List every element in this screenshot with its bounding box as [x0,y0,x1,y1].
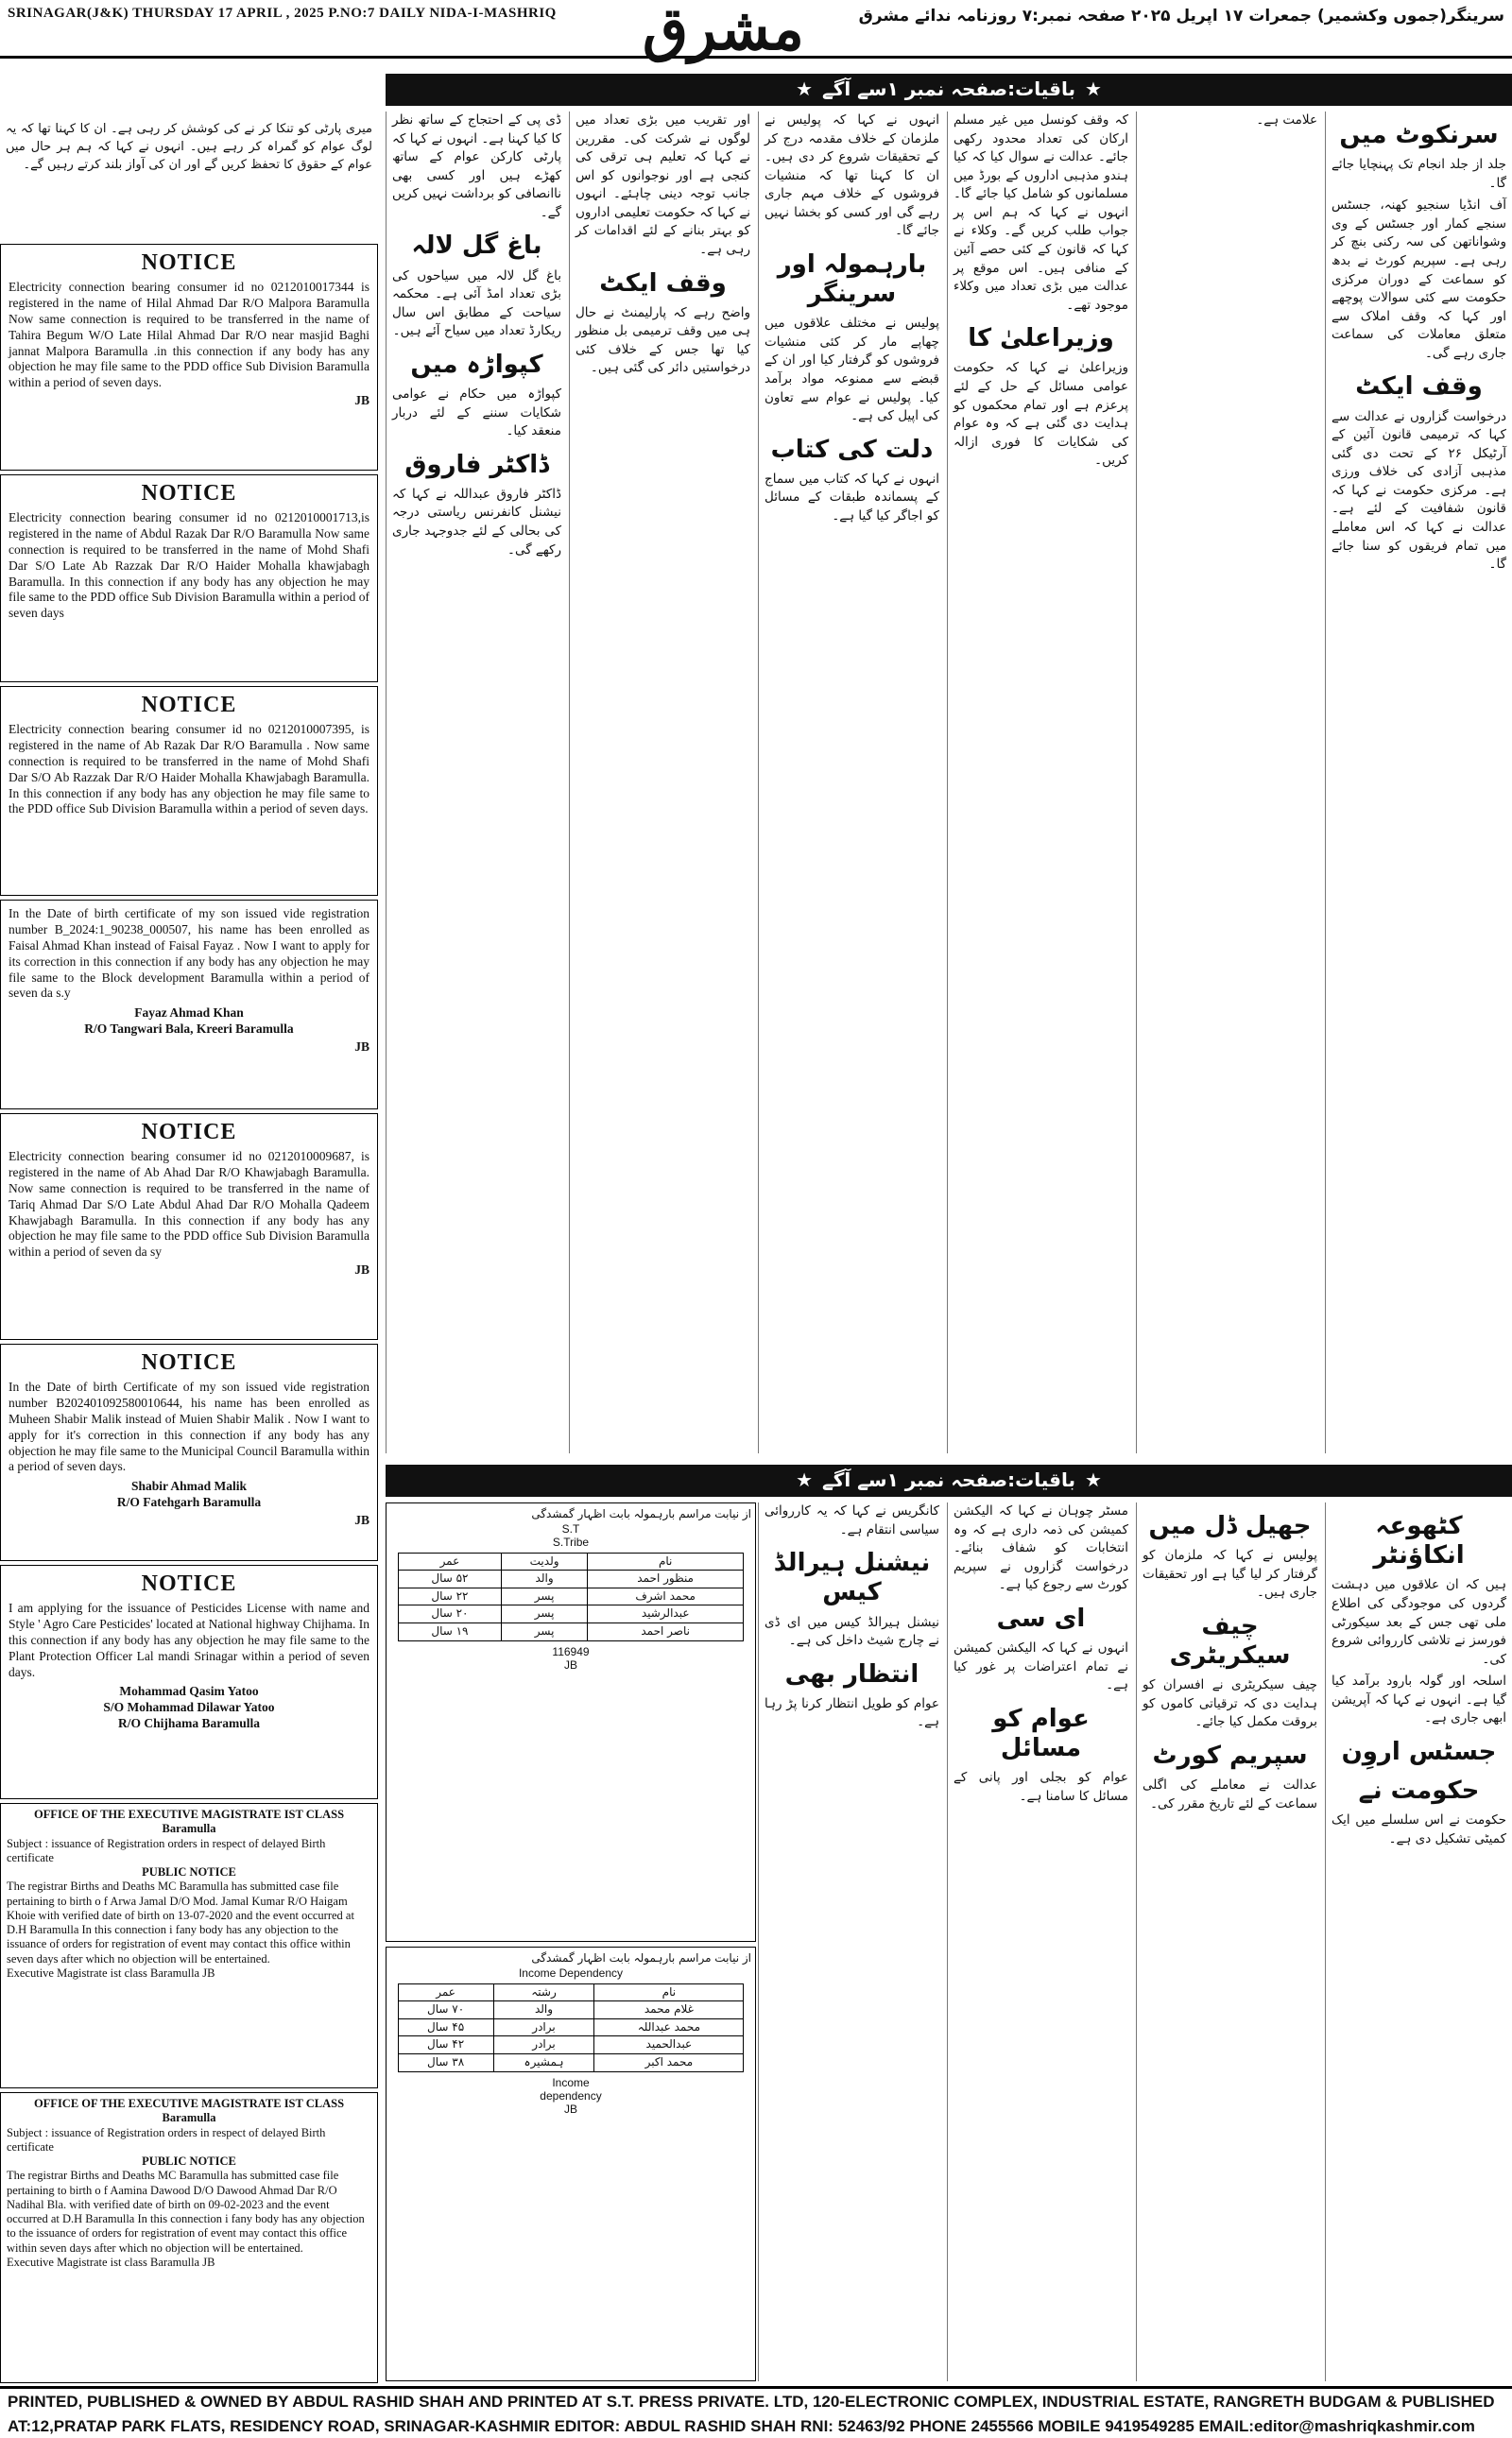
urdu-headline: عوام کو مسائل [992,1704,1090,1762]
urdu-paragraph: انہوں نے کہا کہ کتاب میں سماج کے پسماندہ طبقات کے مسائل کو اجاگر کیا گیا ہے۔ [765,471,939,524]
table-cell: عمر [398,1983,493,2001]
urdu-paragraph: آف انڈیا سنجیو کھنہ، جسٹس سنجے کمار اور جسٹس کے وی وشواناتھن کی سہ رکنی بنچ کر رہی ہے۔ سپریم کورٹ نے بدھ کو سماعت کے دوران مرکزی حکومت سے کئی سوالات پوچھے اور کہا کہ وقف املاک سے متعلق معاملات کی سماعت جاری رہے گی۔ [1332,197,1506,361]
urdu-paragraph: عوام کو طویل انتظار کرنا پڑ رہا ہے۔ [765,1695,939,1730]
table-cell: ۲۰ سال [398,1605,502,1623]
table-cell: عبدالحمید [594,2036,744,2054]
table-cell: محمد عبداللہ [594,2018,744,2036]
table-row [398,1571,744,1588]
urdu-headline: نیشنل ہیرالڈ کیس [773,1549,931,1607]
urdu-paragraph: پولیس نے مختلف علاقوں میں چھاپے مار کر کئی منشیات فروشوں کو گرفتار کیا اور ان کے قبضے سے ممنوعہ مواد برآمد کیا۔ پولیس نے عوام سے تعاون کی اپیل کی ہے۔ [765,316,939,424]
notice-3 [0,686,378,896]
urdu-column-1 [1325,112,1512,1453]
urdu-paragraph: نیشنل ہیرالڈ کیس میں ای ڈی نے چارج شیٹ داخل کی ہے۔ [765,1614,939,1649]
urdu-bottom-column-2 [1136,1502,1323,2381]
urdu-headline: دلت کی کتاب [770,435,934,464]
left-urdu-snippet [0,74,378,239]
urdu-paragraph: اور تقریب میں بڑی تعداد میں لوگوں نے شرکت کی۔ مقررین نے کہا کہ تعلیم ہی ترقی کی کنجی ہے اور نوجوانوں کو اس جانب توجہ دینی چاہئے۔ انہوں نے کہا کہ حکومت تعلیمی اداروں کو بہتر بنانے کے لئے اقدامات کر رہی ہے۔ [576,112,750,257]
table-cell: برادر [493,2018,594,2036]
imprint-footer [0,2386,1512,2438]
table-cell: ہمشیرہ [493,2053,594,2071]
notice-body: I am applying for the issuance of Pesticides License with name and Style ' Agro Care Pesticides' located at National highway Chijhama. In this connection if any body has any objection he may file same to the Plant Protection Officer Lal mandi Srinagar within a period of seven days. [9,1601,369,1679]
notice-title: NOTICE [141,1350,237,1375]
notice-body: In the Date of birth certificate of my son issued vide registration number B_2024:1_90238_000507, his name has been enrolled as Faisal Ahmad Khan instead of Faisal Fayaz . Now I want to apply for its correction in this connection if any body has any objection he may file same to the Block development Baramulla within a period of seven da s.y [9,906,369,1001]
urdu-headline: جھیل ڈل میں [1148,1512,1312,1540]
banner-text: باقیات:صفحہ نمبر ۱سے آگے [822,1468,1075,1491]
notice-jb: JB [354,1513,369,1527]
notice-5 [0,1113,378,1340]
table-row [398,2001,744,2019]
urdu-headline: وزیراعلیٰ کا [968,324,1114,353]
urdu-paragraph: کہ وقف کونسل میں غیر مسلم ارکان کی تعداد محدود رکھی جائے۔ عدالت نے سوال کیا کہ کیا ہندو مذہبی اداروں کے بورڈ میں مسلمانوں کو شامل کیا جائے گا۔ انہوں نے کہا کہ ہم اس پر جواب طلب کریں گے۔ وکلاء نے کہا کہ قانون کے کئی حصے آئین کے منافی ہیں۔ اس موقع پر عدالت میں بڑی تعداد میں وکلاء موجود تھے۔ [954,112,1128,313]
masthead-urdu: سرینگر(جموں وکشمیر) جمعرات ۱۷ اپریل ۲۰۲۵ صفحہ نمبر:۷ روزنامہ ندائے مشرق [858,7,1504,26]
magistrate-title: OFFICE OF THE EXECUTIVE MAGISTRATE IST CLASS Baramulla [33,1808,345,1836]
urdu-paragraph: ہیں کہ ان علاقوں میں دہشت گردوں کی موجودگی کی اطلاع ملی تھی جس کے بعد سیکورٹی فورسز نے تلاشی کارروائی شروع کی۔ [1332,1577,1506,1667]
ad-jb: JB [563,2102,577,2116]
notice-jb: JB [354,1039,369,1054]
urdu-paragraph: عوام کو بجلی اور پانی کے مسائل کا سامنا ہے۔ [954,1770,1128,1804]
table-row [398,1622,744,1640]
table-cell: ۵۲ سال [398,1571,502,1588]
table-cell: نام [594,1983,744,2001]
urdu-bottom-column-4 [758,1502,945,2381]
urdu-headline: جسٹس اروِن [1341,1737,1497,1766]
notice-jb: JB [354,393,369,408]
ad-jb: JB [563,1657,577,1672]
notice-body: In the Date of birth Certificate of my son issued vide registration number B202401092580010644, his name has been enrolled as Muheen Shabir Malik instead of Muien Shabir Malik . Now I want to apply for it's correction in this connection if any body has any objection he may file same to the Municipal Council Baramulla within a period of seven days. [9,1380,369,1474]
urdu-headline: وقف ایکٹ [599,268,727,298]
public-notice-label: PUBLIC NOTICE [142,1865,236,1879]
magistrate-body: The registrar Births and Deaths MC Baramulla has submitted case file pertaining to birth o f Aamina Dawood D/O Dawood Ahmad Dar R/O Nadihal Bla. with verified date of birth on 09-02-2023 and the event occurred at D.H Baramulla In this connection i fany body has any objection to the issuance of orders for registration of event may contact this office within seven days after which no objection will be entertained. [7,2169,365,2255]
table-cell: پسر [502,1622,588,1640]
star-icon: ★ [796,1468,814,1491]
public-notice-label: PUBLIC NOTICE [142,2155,236,2168]
masthead [0,0,1512,63]
table-cell: منظور احمد [587,1571,743,1588]
table-row [398,1605,744,1623]
urdu-headline: انتظار بھی [784,1659,919,1689]
notice-7 [0,1565,378,1799]
urdu-column-3 [947,112,1134,1453]
masthead-english: SRINAGAR(J&K) THURSDAY 17 APRIL , 2025 P.NO:7 DAILY NIDA-I-MASHRIQ [8,6,557,21]
urdu-bottom-column-1 [1325,1502,1512,2381]
urdu-paragraph: وزیراعلیٰ نے کہا کہ حکومت عوامی مسائل کے حل کے لئے پرعزم ہے اور تمام محکموں کو ہدایت دی گئی ہے کہ وہ عوام کی شکایات کا فوری ازالہ کریں۔ [954,360,1128,469]
urdu-paragraph: علامت ہے۔ [1256,112,1317,128]
urdu-headline: وقف ایکٹ [1355,372,1483,402]
urdu-paragraph: پولیس نے کہا کہ ملزمان کو گرفتار کر لیا گیا ہے اور تحقیقات جاری ہیں۔ [1143,1548,1317,1601]
magistrate-notice-1 [0,1803,378,2088]
urdu-column-5 [569,112,756,1453]
urdu-paragraph: عدالت نے معاملے کی اگلی سماعت کے لئے تاریخ مقرر کی۔ [1143,1777,1317,1811]
star-icon: ★ [1084,1468,1102,1491]
ad-heading: از نیابت مراسم بارہمولہ بابت اظہار گمشدگی [531,1507,751,1520]
notice-body: Electricity connection bearing consumer id no 0212010009687, is registered in the name of Ab Ahad Dar R/O Khawjabagh Baramulla. Now same connection is required to be transferred in the name of Tariq Ahmad Dar S/O Late Abdul Ahad Dar R/O Mohalla Qadeem Khawjabagh Baramulla. In this connection if any body has any objection he may file same to the PDD office Sub Division Baramulla within a period of seven da sy [9,1149,369,1260]
legal-ad-2 [386,1947,756,2381]
legal-ad-1 [386,1502,756,1942]
urdu-paragraph: درخواست گزاروں نے عدالت سے کہا کہ ترمیمی قانون آئین کے آرٹیکل ۲۶ کے تحت دی گئی مذہبی آزادی کی خلاف ورزی ہے۔ مرکزی حکومت نے کہا کہ قانون شفافیت کے لئے ہے۔ عدالت نے کہا کہ اس معاملے میں تمام فریقوں کو سنا جائے گا۔ [1332,408,1506,573]
table-row [398,2053,744,2071]
urdu-paragraph: اسلحہ اور گولہ بارود برآمد کیا گیا ہے۔ انہوں نے کہا کہ آپریشن ابھی جاری ہے۔ [1332,1674,1506,1726]
urdu-headline: چیف سیکریٹری [1169,1611,1291,1671]
table-cell: ۳۸ سال [398,2053,493,2071]
notice-jb: JB [354,1262,369,1278]
notice-2 [0,474,378,682]
notice-title: NOTICE [141,250,237,275]
urdu-headline: کپواڑہ میں [410,350,543,379]
urdu-headline: سرنکوٹ میں [1339,121,1499,149]
table-cell: ولدیت [502,1553,588,1571]
notice-body: Electricity connection bearing consumer id no 0212010001713,is registered in the name of Abdul Razak Dar R/O Baramulla Now same connection is required to be transferred in the name of Mohd Shafi Dar S/O Late Ab Razzak Dar R/O Haider Mohalla khawjabagh Baramulla. In this connection if any body has any objection he may file same to the PDD office Sub Division Baramulla within a period of seven days [9,510,369,621]
notice-title: NOTICE [141,693,237,717]
magistrate-notice-2 [0,2092,378,2383]
table-row [398,1588,744,1605]
urdu-paragraph: ڈی پی کے احتجاج کے ساتھ نظر کا کیا کہنا ہے۔ انہوں نے کہا کہ پارٹی کارکن عوام کے ساتھ کھڑے ہیں اور کسی بھی ناانصافی کو برداشت نہیں کریں گے۔ [392,112,561,220]
urdu-paragraph: انہوں نے کہا کہ پولیس نے ملزمان کے خلاف مقدمہ درج کر کے تحقیقات شروع کر دی ہیں۔ ان کا کہنا تھا کہ منشیات فروشوں کے خلاف مہم جاری رہے گی اور کسی کو بخشا نہیں جائے گا۔ [765,112,939,239]
table-cell: ۱۹ سال [398,1622,502,1640]
table-cell: پسر [502,1588,588,1605]
ad-table [398,1553,745,1641]
notice-title: NOTICE [141,481,237,506]
ad-number: 116949 [552,1644,590,1658]
notice-signature: Shabir Ahmad Malik R/O Fatehgarh Baramulla [116,1479,262,1510]
urdu-paragraph: جلد از جلد انجام تک پہنچایا جائے گا۔ [1332,157,1506,191]
table-cell: پسر [502,1605,588,1623]
table-cell: غلام محمد [594,2001,744,2019]
urdu-paragraph: کانگریس نے کہا کہ یہ کارروائی سیاسی انتقام ہے۔ [765,1503,939,1537]
notice-body: Electricity connection bearing consumer id no 0212010007395, is registered in the name of Ab Razak Dar R/O Baramulla . Now same connection is required to be transferred in the name of Mohd Shafi Dar S/O Ab Razzak Dar R/O Haider Mohalla Khawjabagh Baramulla. In this connection if any body has any objection he may file same to the PDD office Sub Division Baramulla within a period of seven days. [9,722,369,816]
table-cell: رشتہ [493,1983,594,2001]
notice-1 [0,244,378,471]
star-icon: ★ [796,77,814,100]
table-cell: عبدالرشید [587,1605,743,1623]
table-cell: محمد اکبر [594,2053,744,2071]
ad-label: dependency [540,2088,602,2103]
banner-text: باقیات:صفحہ نمبر ۱سے آگے [822,77,1075,100]
urdu-paragraph: باغ گل لالہ میں سیاحوں کی بڑی تعداد امڈ آئی ہے۔ محکمہ سیاحت کے مطابق اس سال ریکارڈ تعداد میں سیاح آئے ہیں۔ [392,267,561,339]
ad-label: Income [552,2075,590,2089]
notice-title: NOTICE [141,1120,237,1144]
urdu-column-2 [1136,112,1323,1453]
urdu-column-4 [758,112,945,1453]
magistrate-title: OFFICE OF THE EXECUTIVE MAGISTRATE IST CLASS Baramulla [33,2097,345,2125]
table-cell: ۷۰ سال [398,2001,493,2019]
notice-body: Electricity connection bearing consumer id no 0212010017344 is registered in the name of Hilal Ahmad Dar R/O Malpora Baramulla Now same connection is required to be transferred in the name of Tahira Begum W/O Late Hilal Ahmad Dar R/O near masjid Baghi jannat Malpora Baramulla .in this connection if any body has any objection he may file same to the PDD office Sub Division Baramulla within a period of seven days. [9,280,369,390]
urdu-paragraph: حکومت نے اس سلسلے میں ایک کمیٹی تشکیل دی ہے۔ [1332,1812,1506,1846]
table-cell: والد [493,2001,594,2019]
table-cell: ۲۲ سال [398,1588,502,1605]
table-cell: ناصر احمد [587,1622,743,1640]
urdu-headline: سپریم کورٹ [1152,1741,1308,1770]
magistrate-footer: Executive Magistrate ist class Baramulla JB [7,1966,215,1980]
table-cell: نام [587,1553,743,1571]
magistrate-footer: Executive Magistrate ist class Baramulla JB [7,2255,215,2269]
ad-label: S.T [561,1521,580,1536]
continuation-banner-top [386,74,1512,106]
urdu-bottom-column-3 [947,1502,1134,2381]
notice-title: NOTICE [141,1571,237,1596]
table-cell: عمر [398,1553,502,1571]
urdu-headline: کٹھوعہ انکاؤنٹر [1373,1512,1465,1571]
magistrate-body: The registrar Births and Deaths MC Baramulla has submitted case file pertaining to birth o f Arwa Jamal D/O Mod. Jamal Kumar R/O Haigam Khoie with verified date of birth on 13-07-2020 and the event occurred at D.H Baramulla In this connection i fany body has any objection to the issuance of orders for registration of event may contact this office within seven days after which no objection will be entertained. [7,1880,354,1966]
newspaper-logo: مشرق [643,0,804,63]
notice-signature: Mohammad Qasim Yatoo S/O Mohammad Dilawar Yatoo R/O Chijhama Baramulla [103,1684,275,1731]
table-cell: برادر [493,2036,594,2054]
table-row [398,1553,744,1571]
notice-4 [0,900,378,1109]
table-row [398,2018,744,2036]
urdu-paragraph: ڈاکٹر فاروق عبداللہ نے کہا کہ نیشنل کانفرنس ریاستی درجہ کی بحالی کے لئے جدوجہد جاری رکھے گی۔ [392,486,561,558]
ad-label: Income Dependency [518,1966,624,1980]
notice-signature: Fayaz Ahmad Khan R/O Tangwari Bala, Kreeri Baramulla [84,1005,294,1037]
imprint-line-1: PRINTED, PUBLISHED & OWNED BY ABDUL RASHID SHAH AND PRINTED AT S.T. PRESS PRIVATE. LTD, 120-ELECTRONIC COMPLEX, INDUSTRIAL ESTATE, RANGRETH BUDGAM & PUBLISHED [8,2393,1495,2411]
ad-table [398,1983,745,2072]
table-cell: ۴۲ سال [398,2036,493,2054]
urdu-headline: حکومت نے [1358,1777,1480,1806]
urdu-headline: ای سی [996,1604,1086,1633]
urdu-paragraph: واضح رہے کہ پارلیمنٹ نے حال ہی میں وقف ترمیمی بل منظور کیا تھا جس کے خلاف کئی درخواستیں دائر کی گئی ہیں۔ [576,304,750,376]
continuation-banner-mid [386,1465,1512,1497]
urdu-paragraph: میری پارٹی کو تنکا کر نے کی کوشش کر رہی ہے۔ ان کا کہنا تھا کہ یہ لوگ عوام کو گمراہ کر رہے ہیں۔ انہوں نے کہا کہ ہم ہر حال میں عوام کے حقوق کا تحفظ کریں گے اور ان کی آواز بلند کرتے رہیں گے۔ [6,122,372,172]
notice-6 [0,1344,378,1561]
imprint-line-2: AT:12,PRATAP PARK FLATS, RESIDENCY ROAD, SRINAGAR-KASHMIR EDITOR: ABDUL RASHID SHAH RNI: 52463/92 PHONE 2455566 MOBILE 9419549285 EMAIL:editor@mashriqkashmir.com [8,2417,1475,2435]
urdu-headline: باغ گل لالہ [411,232,542,261]
star-icon: ★ [1084,77,1102,100]
urdu-paragraph: کپواڑہ میں حکام نے عوامی شکایات سننے کے لئے دربار منعقد کیا۔ [392,386,561,439]
urdu-paragraph: چیف سیکریٹری نے افسران کو ہدایت دی کہ ترقیاتی کاموں کو بروقت مکمل کیا جائے۔ [1143,1677,1317,1730]
urdu-paragraph: مسٹر چوہان نے کہا کہ الیکشن کمیشن کی ذمہ داری ہے کہ وہ انتخابات کو شفاف بنائے۔ درخواست گزاروں نے سپریم کورٹ سے رجوع کیا ہے۔ [954,1503,1128,1593]
table-cell: ۴۵ سال [398,2018,493,2036]
table-row [398,1983,744,2001]
urdu-headline: بارہمولہ اور سرینگر [777,249,927,309]
urdu-headline: ڈاکٹر فاروق [404,450,549,479]
table-cell: محمد اشرف [587,1588,743,1605]
urdu-paragraph: انہوں نے کہا کہ الیکشن کمیشن نے تمام اعتراضات پر غور کیا ہے۔ [954,1640,1128,1693]
ad-heading: از نیابت مراسم بارہمولہ بابت اظہار گمشدگی [531,1951,751,1965]
table-cell: والد [502,1571,588,1588]
ad-label: S.Tribe [552,1535,590,1549]
urdu-column-6 [386,112,567,1453]
table-row [398,2036,744,2054]
magistrate-subject: Subject : issuance of Registration orders in respect of delayed Birth certificate [7,1836,326,1864]
magistrate-subject: Subject : issuance of Registration orders in respect of delayed Birth certificate [7,2125,326,2154]
